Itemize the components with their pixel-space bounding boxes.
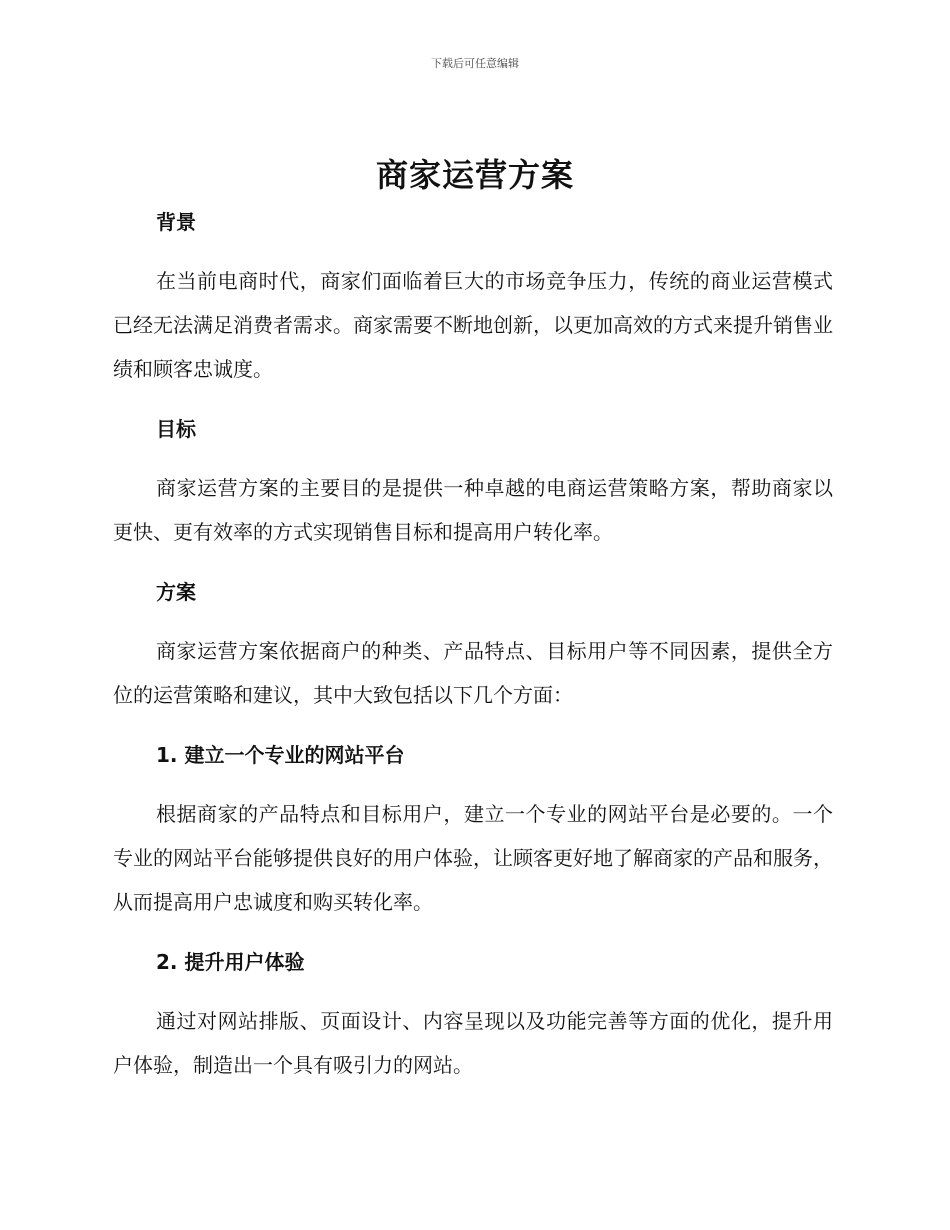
section-heading-background: 背景 [156,210,196,234]
section-paragraph-website: 根据商家的产品特点和目标用户，建立一个专业的网站平台是必要的。一个专业的网站平台能够提供良好的用户体验，让顾客更好地了解商家的产品和服务，从而提高用户忠诚度和购买转化率。 [113,802,833,914]
section-heading-user-experience: 2. 提升用户体验 [156,950,305,974]
section-paragraph-user-experience: 通过对网站排版、页面设计、内容呈现以及功能完善等方面的优化，提升用户体验，制造出一个具有吸引力的网站。 [113,1009,833,1077]
section-paragraph-plan: 商家运营方案依据商户的种类、产品特点、目标用户等不同因素，提供全方位的运营策略和建议，其中大致包括以下几个方面： [113,639,833,707]
document-title: 商家运营方案 [375,156,574,194]
section-heading-goal: 目标 [156,417,196,441]
section-paragraph-goal: 商家运营方案的主要目的是提供一种卓越的电商运营策略方案，帮助商家以更快、更有效率的方式实现销售目标和提高用户转化率。 [113,476,833,544]
section-heading-website: 1. 建立一个专业的网站平台 [156,743,405,767]
section-paragraph-background: 在当前电商时代，商家们面临着巨大的市场竞争压力，传统的商业运营模式已经无法满足消费者需求。商家需要不断地创新，以更加高效的方式来提升销售业绩和顾客忠诚度。 [113,269,833,381]
header-note: 下载后可任意编辑 [431,57,519,70]
document-body [113,200,833,1103]
section-heading-plan: 方案 [156,580,196,604]
